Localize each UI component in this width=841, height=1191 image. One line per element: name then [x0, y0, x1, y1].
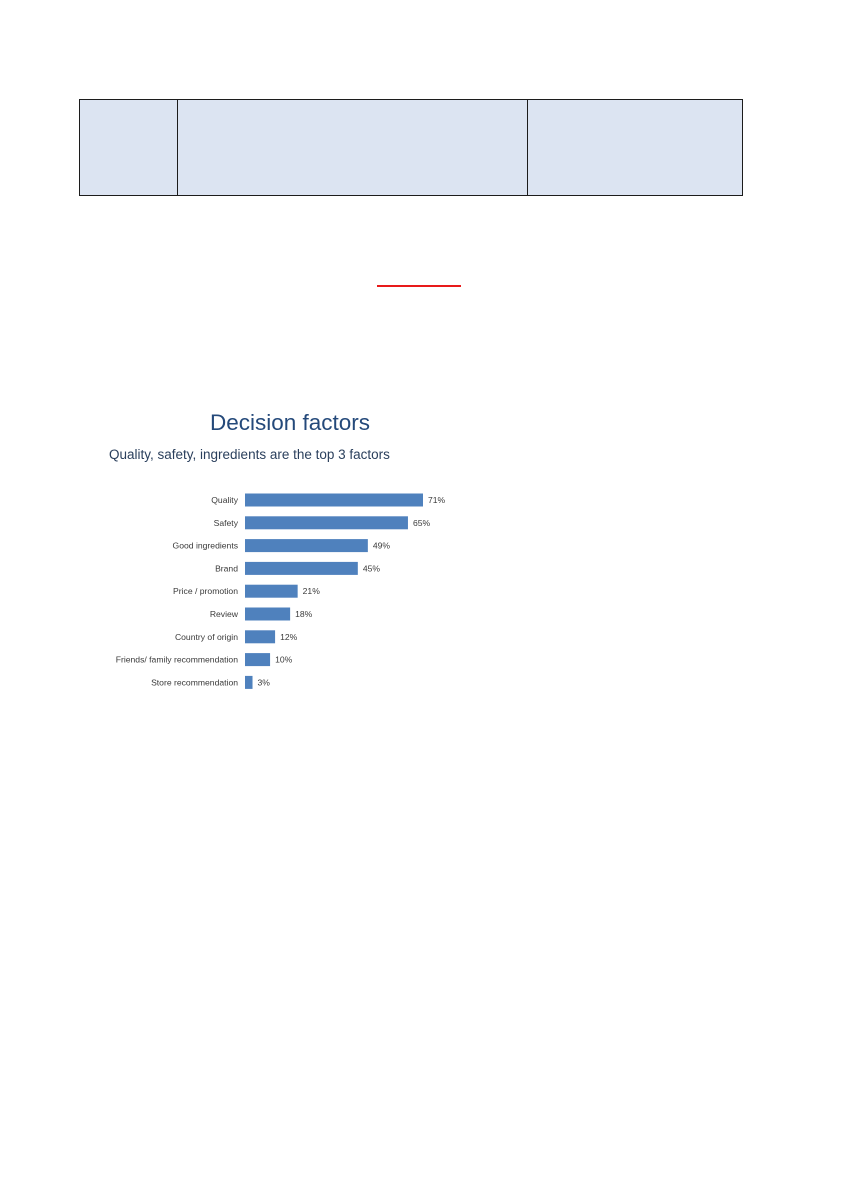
decision-factors-chart: [100, 485, 520, 695]
category-label: Good ingredients: [172, 540, 238, 551]
category-label: Price / promotion: [173, 586, 238, 597]
bar: [245, 630, 275, 643]
category-label: Brand: [215, 563, 238, 574]
bar: [245, 676, 253, 689]
chart-subtitle: Quality, safety, ingredients are the top 3 factors: [109, 447, 390, 462]
category-label: Review: [209, 609, 238, 619]
category-label: Country of origin: [174, 631, 238, 642]
value-label: 65%: [412, 517, 431, 528]
header-table: [79, 99, 743, 196]
value-label: 12%: [280, 631, 298, 642]
bar: [245, 562, 358, 575]
value-label: 3%: [257, 677, 270, 688]
bar: [245, 608, 290, 621]
bar: [245, 653, 270, 666]
bar: [245, 516, 408, 529]
value-label: 10%: [275, 654, 293, 665]
value-label: 18%: [295, 609, 313, 619]
bar: [245, 585, 298, 598]
bar: [245, 494, 423, 507]
red-underline: [377, 285, 461, 287]
category-label: Friends/ family recommendation: [115, 654, 238, 665]
value-label: 49%: [372, 540, 391, 551]
bar: [245, 539, 368, 552]
value-label: 21%: [302, 586, 320, 597]
category-label: Safety: [213, 517, 238, 528]
table-cell: [528, 100, 743, 196]
category-label: Quality: [211, 495, 238, 505]
value-label: 45%: [362, 563, 381, 574]
value-label: 71%: [428, 495, 446, 505]
chart-title: Decision factors: [209, 410, 371, 435]
table-cell: [80, 100, 178, 196]
category-label: Store recommendation: [151, 677, 238, 688]
table-cell: [178, 100, 528, 196]
